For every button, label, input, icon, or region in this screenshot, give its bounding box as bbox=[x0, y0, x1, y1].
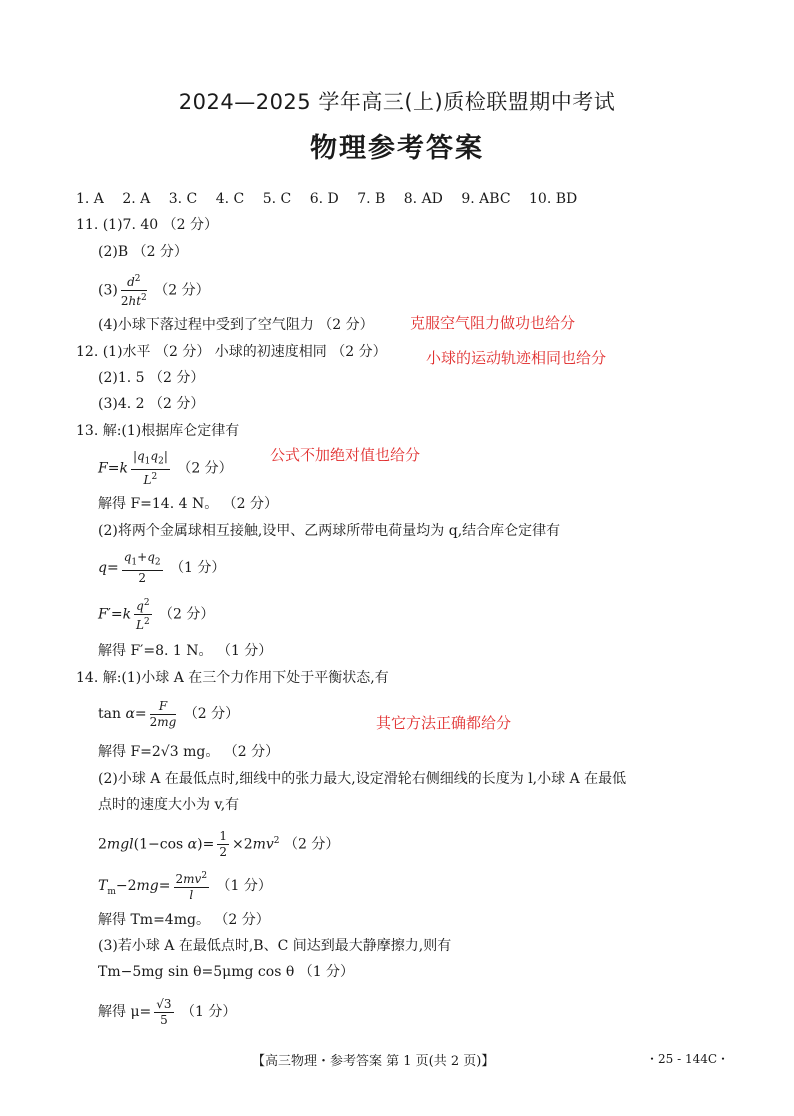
q13-intro: 13. 解:(1)根据库仑定律有 bbox=[76, 423, 240, 439]
document-code: ・25 - 144C・ bbox=[646, 1052, 730, 1066]
q11-part2: (2)B （2 分） bbox=[98, 244, 188, 260]
mc-answer: 3. C bbox=[168, 191, 198, 207]
answer-key-title: 物理参考答案 bbox=[310, 133, 484, 164]
q13-equation2: q= $\frac{q_1+q_2}{2}$ （1 分） bbox=[98, 550, 226, 586]
mc-answer: 4. C bbox=[215, 191, 245, 207]
q14-part3: (3)若小球 A 在最低点时,B、C 间达到最大静摩擦力,则有 bbox=[98, 938, 452, 954]
mc-answer: 10. BD bbox=[529, 191, 578, 207]
q14-intro: 14. 解:(1)小球 A 在三个力作用下处于平衡状态,有 bbox=[76, 670, 389, 686]
q14-result3: 解得 μ= $\frac{√3}{5}$ （1 分） bbox=[98, 996, 237, 1027]
q14-part2-line2: 点时的速度大小为 v,有 bbox=[98, 797, 240, 813]
q11-part4: (4)小球下落过程中受到了空气阻力 （2 分） bbox=[98, 317, 374, 333]
q14-result2: 解得 Tm=4mg。 （2 分） bbox=[98, 912, 270, 928]
q13-result2: 解得 F′=8. 1 N。 （1 分） bbox=[98, 643, 273, 659]
q13-equation3: F′=k $\frac{q^2}{L^2}$ （2 分） bbox=[98, 598, 215, 632]
q12-grading-note: 小球的运动轨迹相同也给分 bbox=[426, 349, 607, 367]
mc-answer: 8. AD bbox=[403, 191, 443, 207]
q14-grading-note: 其它方法正确都给分 bbox=[376, 714, 512, 732]
q14-part2-line1: (2)小球 A 在最低点时,细线中的张力最大,设定滑轮右侧细线的长度为 l,小球 A 在最低 bbox=[98, 771, 627, 787]
q13-equation1: F=k $\frac{|q_1q_2|}{L^2}$ （2 分） bbox=[98, 449, 233, 488]
q14-equation4: Tm−5mg sin θ=5μmg cos θ （1 分） bbox=[98, 964, 355, 980]
mc-answers-row bbox=[76, 190, 577, 208]
q13-grading-note: 公式不加绝对值也给分 bbox=[270, 446, 421, 464]
q13-part2: (2)将两个金属球相互接触,设甲、乙两球所带电荷量均为 q,结合库仑定律有 bbox=[98, 523, 561, 539]
q14-equation1: tan α= $\frac{F}{2mg}$ （2 分） bbox=[98, 698, 240, 729]
mc-answer: 9. ABC bbox=[461, 191, 511, 207]
q11-part1: 11. (1)7. 40 （2 分） bbox=[76, 217, 218, 233]
page-footer: 【高三物理・参考答案 第 1 页(共 2 页)】 bbox=[252, 1054, 495, 1069]
exam-title: 2024—2025 学年高三(上)质检联盟期中考试 bbox=[178, 90, 616, 114]
q11-part3: (3) $\frac{d^2}{2ht^2}$ （2 分） bbox=[98, 274, 210, 308]
mc-answer: 2. A bbox=[122, 191, 151, 207]
mc-answer: 6. D bbox=[309, 191, 339, 207]
q14-result1: 解得 F=2√3 mg。 （2 分） bbox=[98, 744, 280, 760]
q12-part3: (3)4. 2 （2 分） bbox=[98, 396, 205, 412]
q13-result1: 解得 F=14. 4 N。 （2 分） bbox=[98, 496, 279, 512]
q11-fraction: $\frac{d^2}{2ht^2}$ bbox=[120, 274, 147, 308]
mc-answer: 5. C bbox=[262, 191, 292, 207]
q12-part2: (2)1. 5 （2 分） bbox=[98, 370, 205, 386]
q11-grading-note: 克服空气阻力做功也给分 bbox=[410, 314, 576, 332]
q14-equation3: $T_m-2mg=$ $\frac{2mv^2}{l}$ （1 分） bbox=[98, 871, 272, 902]
q14-equation2: 2mgl(1−cos α)= $\frac{1}{2}$ $\times 2mv^2$ （2 分） bbox=[98, 829, 340, 860]
mc-answer: 7. B bbox=[357, 191, 386, 207]
mc-answer: 1. A bbox=[76, 191, 104, 207]
q12-part1: 12. (1)水平 （2 分） 小球的初速度相同 （2 分） bbox=[76, 344, 387, 360]
